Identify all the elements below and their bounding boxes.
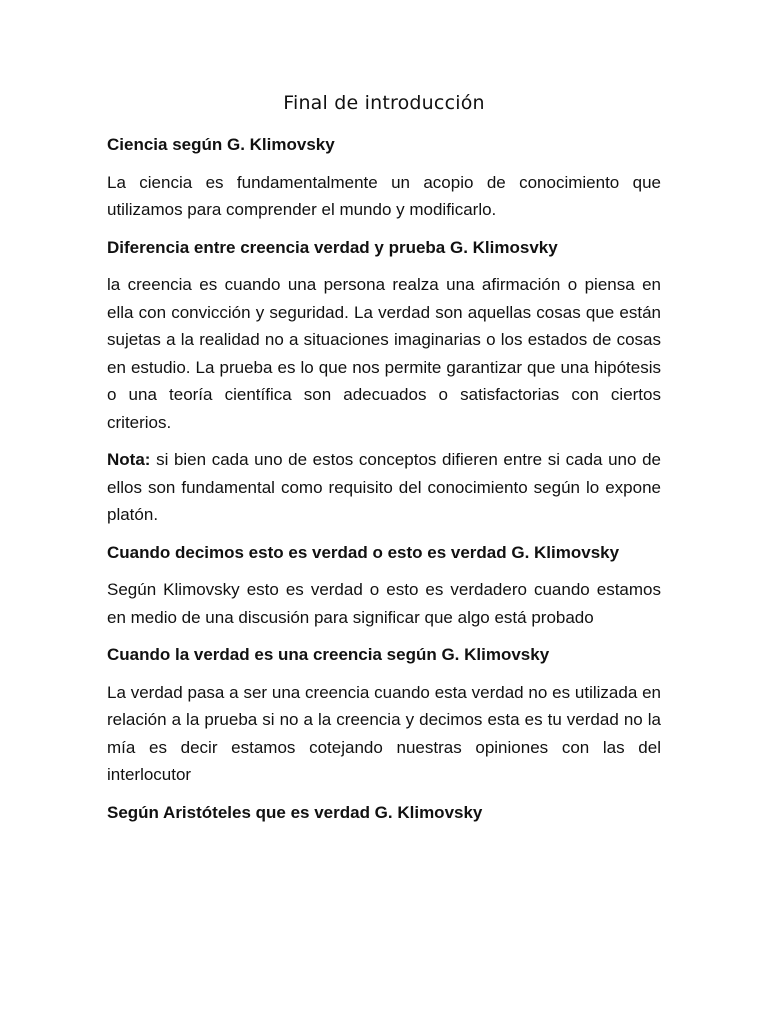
document-title: Final de introducción [283, 92, 485, 114]
section-body-ciencia: La ciencia es fundamentalmente un acopio de conocimiento que utilizamos para comprender el mundo y modificarlo. [107, 172, 661, 219]
section-body-verdad-creencia: La verdad pasa a ser una creencia cuando esta verdad no es utilizada en relación a la prueba si no a la creencia y decimos esta es tu verdad no la mía es decir estamos cotejando nuestras opiniones con las del interlocutor [107, 682, 661, 784]
section-heading-aristoteles: Según Aristóteles que es verdad G. Klimovsky [107, 802, 483, 822]
note-paragraph [107, 446, 661, 529]
section-heading-verdad-creencia: Cuando la verdad es una creencia según G. Klimovsky [107, 645, 550, 664]
section-heading-cuando-decimos: Cuando decimos esto es verdad o esto es verdad G. Klimovsky [107, 542, 620, 562]
section-body-diferencia: la creencia es cuando una persona realza una afirmación o piensa en ella con convicción y seguridad. La verdad son aquellas cosas que están sujetas a la realidad no a situaciones imaginarias o los estados de cosas en estudio. La prueba es lo que nos permite garantizar que una hipótesis o una teoría científica son adecuados o satisfactorias con ciertos criterios. [107, 275, 661, 432]
note-label: Nota: [107, 450, 151, 469]
section-body-cuando-decimos: Según Klimovsky esto es verdad o esto es verdadero cuando estamos en medio de una discusión para significar que algo está probado [107, 580, 661, 627]
note-text: si bien cada uno de estos conceptos difieren entre si cada uno de ellos son fundamental como requisito del conocimiento según lo expone platón. [107, 450, 661, 524]
section-heading-ciencia: Ciencia según G. Klimovsky [107, 135, 335, 154]
document-body [107, 131, 661, 826]
section-heading-diferencia: Diferencia entre creencia verdad y prueba G. Klimosvky [107, 237, 558, 257]
